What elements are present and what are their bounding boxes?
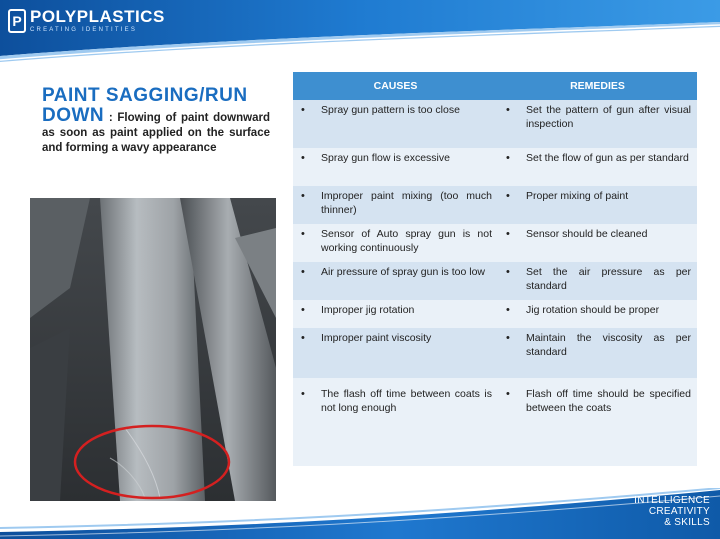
bullet-icon: • bbox=[506, 332, 510, 344]
bullet-icon: • bbox=[301, 332, 305, 344]
bullet-icon: • bbox=[506, 304, 510, 316]
bullet-icon: • bbox=[301, 152, 305, 164]
header-remedies: REMEDIES bbox=[570, 80, 625, 92]
table-row bbox=[293, 148, 697, 186]
header-causes: CAUSES bbox=[373, 80, 418, 92]
bullet-icon: • bbox=[506, 190, 510, 202]
footer-wave-graphic bbox=[0, 488, 720, 539]
slide-title-line2: DOWN bbox=[42, 105, 105, 126]
slide-header bbox=[0, 0, 720, 62]
footer-line3: & SKILLS bbox=[664, 517, 710, 528]
bullet-icon: • bbox=[301, 104, 305, 116]
title-block bbox=[42, 84, 270, 156]
bullet-icon: • bbox=[506, 104, 510, 116]
table-row bbox=[293, 262, 697, 300]
table-row bbox=[293, 224, 697, 262]
bullet-icon: • bbox=[301, 228, 305, 240]
slide-description: : Flowing of paint downward as soon as paint applied on the surface and forming a wavy appearance bbox=[42, 112, 270, 154]
table-row bbox=[293, 100, 697, 148]
remedy-cell: Sensor should be cleaned bbox=[526, 228, 648, 240]
bullet-icon: • bbox=[301, 190, 305, 202]
bullet-icon: • bbox=[506, 266, 510, 278]
cause-cell: Air pressure of spray gun is too low bbox=[321, 266, 485, 278]
cause-cell: Improper paint mixing (too much thinner) bbox=[321, 190, 492, 216]
cause-cell: Improper paint viscosity bbox=[321, 332, 432, 344]
polyplastics-logo bbox=[8, 8, 165, 34]
bullet-icon: • bbox=[301, 388, 305, 400]
table-row bbox=[293, 300, 697, 328]
logo-mark-icon: P bbox=[8, 9, 26, 33]
table-row bbox=[293, 328, 697, 378]
logo-tagline: CREATING IDENTITIES bbox=[30, 27, 138, 33]
remedy-cell: Flash off time should be specified between the coats bbox=[526, 388, 691, 414]
bullet-icon: • bbox=[301, 266, 305, 278]
bullet-icon: • bbox=[301, 304, 305, 316]
slide-title-line1: PAINT SAGGING/RUN bbox=[42, 85, 248, 106]
cause-cell: Sensor of Auto spray gun is not working continuously bbox=[321, 228, 492, 254]
footer-line1: INTELLIGENCE bbox=[634, 495, 710, 506]
table-header bbox=[293, 72, 697, 100]
table-row bbox=[293, 186, 697, 224]
defect-photo bbox=[30, 198, 276, 501]
table-row bbox=[293, 378, 697, 466]
cause-cell: Spray gun pattern is too close bbox=[321, 104, 460, 116]
remedy-cell: Set the air pressure as per standard bbox=[526, 266, 691, 292]
bullet-icon: • bbox=[506, 228, 510, 240]
remedy-cell: Proper mixing of paint bbox=[526, 190, 629, 202]
cause-cell: The flash off time between coats is not long enough bbox=[321, 388, 492, 414]
remedy-cell: Set the flow of gun as per standard bbox=[526, 152, 689, 164]
causes-remedies-table bbox=[293, 72, 697, 466]
remedy-cell: Set the pattern of gun after visual inspection bbox=[526, 104, 691, 130]
logo-name: POLYPLASTICS bbox=[30, 7, 165, 26]
footer-slogan bbox=[634, 495, 710, 528]
cause-cell: Spray gun flow is excessive bbox=[321, 152, 450, 164]
remedy-cell: Maintain the viscosity as per standard bbox=[526, 332, 691, 358]
cause-cell: Improper jig rotation bbox=[321, 304, 415, 316]
slide-description-wrap bbox=[42, 105, 270, 156]
remedy-cell: Jig rotation should be proper bbox=[526, 304, 660, 316]
slide-footer bbox=[0, 488, 720, 539]
bullet-icon: • bbox=[506, 152, 510, 164]
bullet-icon: • bbox=[506, 388, 510, 400]
footer-line2: CREATIVITY bbox=[648, 506, 710, 517]
alloy-wheel-image bbox=[30, 198, 276, 501]
